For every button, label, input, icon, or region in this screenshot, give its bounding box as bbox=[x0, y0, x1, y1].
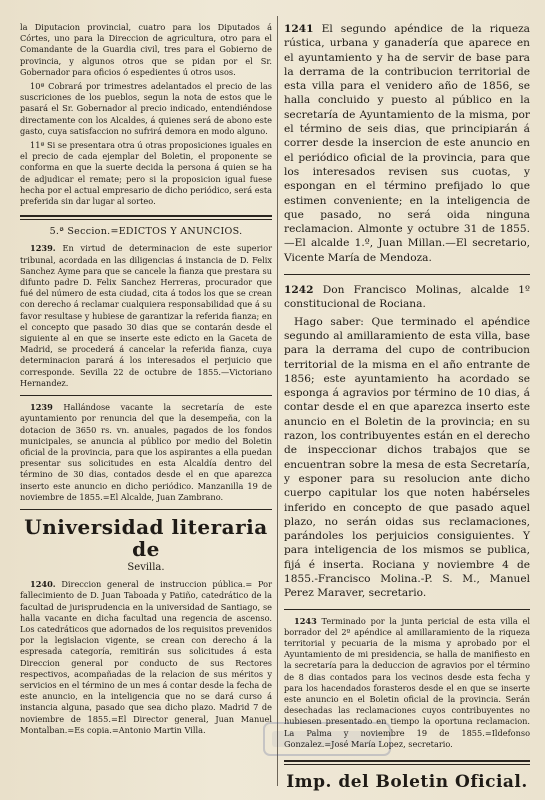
notice-1239b bbox=[20, 402, 272, 503]
notice-1240 bbox=[20, 579, 272, 736]
notice-rule bbox=[284, 274, 530, 275]
notice-text: Terminado por la junta pericial de esta villa el borrador del 2º apéndice al amillaramiento de la riqueza territorial y pecuaria de la misma y aprobado por el Ayuntamiento de mi presidencia, se halla de manifiesto en la secretaría para la deduccion de agravios por el término de 8 dias contados para los vecinos desde esta fecha y para los hacendados forasteros desde el en que se inserte este anuncio en el Boletin oficial de la provincia. Serán desechadas las reclamaciones cuyos contribuyentes no hubiesen presentado en tiempo la oportuna reclamacion. La Palma y noviembre 19 de 1855.=Ildefonso Gonzalez.=José María Lopez, secretario. bbox=[284, 615, 531, 749]
notice-1242: Hago saber: Que terminado el apéndice segundo al amillaramiento de esta villa, base para la derrama del cupo de contribucion territorial de la misma en el año entrante de 1856; este ayuntamiento ha acordado se esponga á agravios por término de 10 dias, á contar desde el en que aparezca inserto este anuncio en el Boletin de la provincia; en su razon, los contribuyentes están en el derecho de inspeccionar dichos trabajos que se encuentran sobre la mesa de esta Secretaría, y esponer para su resolucion ante dicho cuerpo capitular los que noten habérseles inferido en concepto de que pasado aquel plazo, no serán oidas sus reclamaciones, parándoles los perjuicios consiguientes. Y para inteligencia de los mismos se publica, fijá é inserta. Rociana y noviembre 4 de 1855.-Francisco Molina.-P. S. M., Manuel Perez Maraver, secretario. bbox=[284, 315, 530, 600]
university-banner: Universidad literaria de bbox=[24, 514, 268, 561]
notice-rule bbox=[20, 509, 272, 510]
imprint-rule bbox=[284, 760, 530, 765]
university-banner-sub: Sevilla. bbox=[127, 561, 165, 573]
notice-rule bbox=[20, 395, 272, 396]
printer-imprint: Imp. del Boletin Oficial. bbox=[286, 772, 528, 793]
notice-number: 1243 bbox=[294, 615, 317, 626]
notice-number: 1239. bbox=[30, 243, 56, 254]
notice-1242-heading bbox=[284, 283, 530, 312]
notice-1241 bbox=[284, 22, 530, 265]
notice-number: 1240. bbox=[30, 579, 56, 590]
left-column bbox=[20, 22, 272, 739]
paragraph-conditions-10: 10ª Cobrará por trimestres adelantados el precio de las suscriciones de los pueblos, segun la nota de estos que le pasará el Sr. Gobernador al precio indicado, entendiéndose directamente con los Alcaldes, á quienes será de abono este gasto, cuya satisfaccion no sufrirá demora en modo alguno. bbox=[20, 81, 272, 136]
notice-text: Hallándose vacante la secretaría de este ayuntamiento por renuncia del que la desempeña, con la dotacion de 3650 rs. vn. anuales, pagados de los fondos municipales, se anuncia al público por medio del Boletin oficial de la provincia, para que los aspirantes a ella puedan presentar sus solicitudes en esta Alcaldía dentro del término de 30 dias, contados desde el en que aparezca inserto este anuncio en dicho periódico. Manzanilla 19 de noviembre de 1855.=El Alcalde, Juan Zambrano. bbox=[20, 402, 272, 502]
notice-text: El segundo apéndice de la riqueza rústica, urbana y ganadería que aparece en el ayuntamiento y ha de servir de base para la derrama de la contribucion territorial de esta villa para el venidero año de 1856, se halla concluido y puesto al público en la secretaría de Ayuntamiento de la misma, por el término de seis dias, que principiarán á correr desde la insercion de este anuncio en el periódico oficial de la provincia, para que los interesados revisen sus cuotas, y espongan en el término prefijado lo que estimen conveniente; en la inteligencia de que pasado, no será oida ninguna reclamacion. Almonte y octubre 31 de 1855.—El alcalde 1.º, Juan Millan.—El secretario, Vicente María de Mendoza. bbox=[284, 23, 530, 264]
notice-heading: Don Francisco Molinas, alcalde 1º constitucional de Rociana. bbox=[284, 284, 530, 311]
section-rule bbox=[20, 215, 272, 220]
faded-stamp-watermark bbox=[262, 719, 392, 759]
right-column bbox=[284, 22, 531, 793]
notice-number: 1241 bbox=[284, 23, 314, 35]
column-divider bbox=[277, 16, 278, 786]
paragraph-conditions-11: 11ª Si se presentara otra ú otras proposiciones iguales en el precio de cada ejemplar del Boletin, el proponente se conforma en que la suerte decida la persona á quien se ha de adjudicar el remate; pero si la proposicion igual fuese hecha por el actual empresario de dicho periódico, será esta preferida sin dar lugar al sorteo. bbox=[20, 140, 272, 207]
notice-1239 bbox=[20, 243, 272, 389]
notice-text: En virtud de determinacion de este superior tribunal, acordada en las diligencias á instancia de D. Felix Sanchez Ayme para que se cancele la fianza que prestara su difunto padre D. Felix Sanchez Herreras, procurador que fué del número de esta ciudad, cita á todos los que se crean con derecho á reclamar cualquiera responsabilidad que á su favor resultase y hubiese de garantizar la referida fianza; en el concepto que pasado 30 dias que se contarán desde el siguiente al en que se inserte este edicto en la Gaceta de Madrid, se procederá á cancelar la referida fianza, cuya determinacion parará á los interesados el perjuicio que corresponde. Sevilla 22 de octubre de 1855.—Victoriano Hernandez. bbox=[20, 243, 272, 388]
notice-number: 1242 bbox=[284, 284, 314, 297]
notice-number: 1239 bbox=[30, 402, 53, 413]
notice-rule bbox=[284, 609, 530, 610]
paragraph-conditions-9: la Diputacion provincial, cuatro para los Diputados á Córtes, uno para la Direccion de agricultura, otro para el Comandante de la Guardia civil, tres para el Gobierno de provincia, y algunos otros que se pidan por el Sr. Gobernador para oficios ó espedientes ú otros usos. bbox=[20, 22, 272, 77]
notice-text: Direccion general de instruccion pública.= Por fallecimiento de D. Juan Taboada y Patiño, catedrático de la facultad de jurisprudencia en la universidad de Santiago, se halla vacante en dicha facultad una regencia de ascenso. Los catedráticos que adornados de los requisitos prevenidos por la legislacion vigente, se crean con derecho á la espresada categoría, remitirán sus solicitudes á esta Direccion general por conducto de sus Rectores respectivos, acompañadas de la relacion de sus méritos y servicios en el término de un mes á contar desde la fecha de este anuncio, en la inteligencia que no se dará curso á instancia alguna, pasado que sea dicho plazo. Madrid 7 de noviembre de 1855.=El Director general, Juan Manuel Montalban.=Es copia.=Antonio Martin Villa. bbox=[20, 579, 272, 735]
section-heading: 5.ª Seccion.=EDICTOS Y ANUNCIOS. bbox=[49, 226, 243, 238]
